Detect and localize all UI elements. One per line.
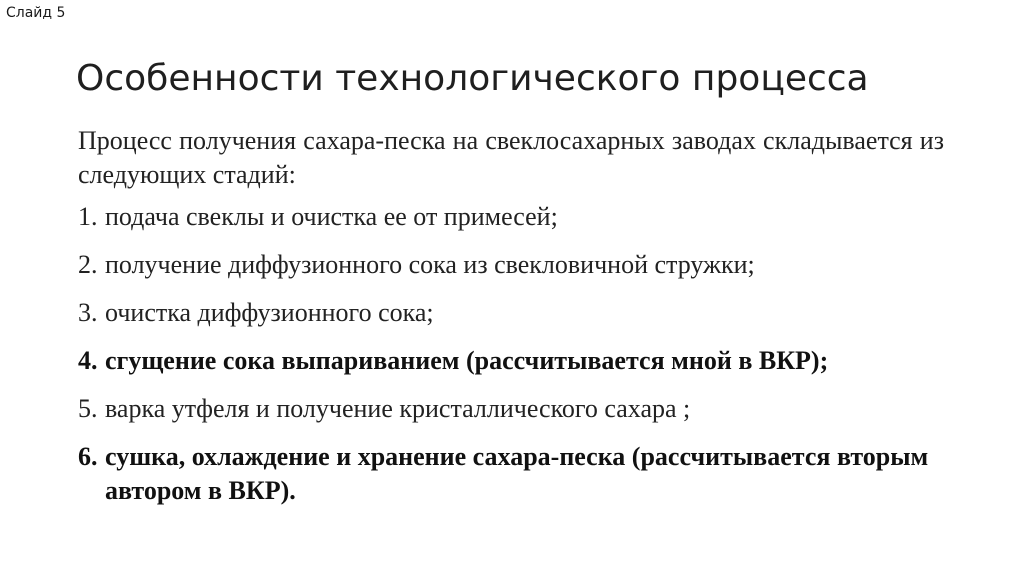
- intro-paragraph: Процесс получения сахара-песка на свеклосахарных заводах складывается из следующих стадий:: [78, 126, 944, 189]
- item-text: варка утфеля и получение кристаллического сахара ;: [105, 394, 691, 423]
- slide-title: Особенности технологического процесса: [76, 58, 869, 99]
- list-item: [78, 200, 944, 234]
- list-item: [78, 344, 944, 378]
- item-number: 4.: [78, 346, 98, 375]
- list-item: [78, 440, 944, 508]
- item-text: сгущение сока выпариванием (рассчитывается мной в ВКР);: [105, 346, 829, 375]
- slide-body: [78, 124, 944, 508]
- list-item: [78, 296, 944, 330]
- item-number: 1.: [78, 202, 98, 231]
- item-number: 3.: [78, 298, 98, 327]
- item-text: получение диффузионного сока из свекловичной стружки;: [105, 250, 755, 279]
- list-item: [78, 392, 944, 426]
- item-number: 6.: [78, 442, 98, 471]
- item-number: 2.: [78, 250, 98, 279]
- slide-number-label: Слайд 5: [6, 5, 66, 21]
- item-text: очистка диффузионного сока;: [105, 298, 434, 327]
- item-text: подача свеклы и очистка ее от примесей;: [105, 202, 558, 231]
- item-text: сушка, охлаждение и хранение сахара-песка (рассчитывается вторым автором в ВКР).: [105, 442, 929, 505]
- stage-list: [78, 200, 944, 508]
- item-number: 5.: [78, 394, 98, 423]
- list-item: [78, 248, 944, 282]
